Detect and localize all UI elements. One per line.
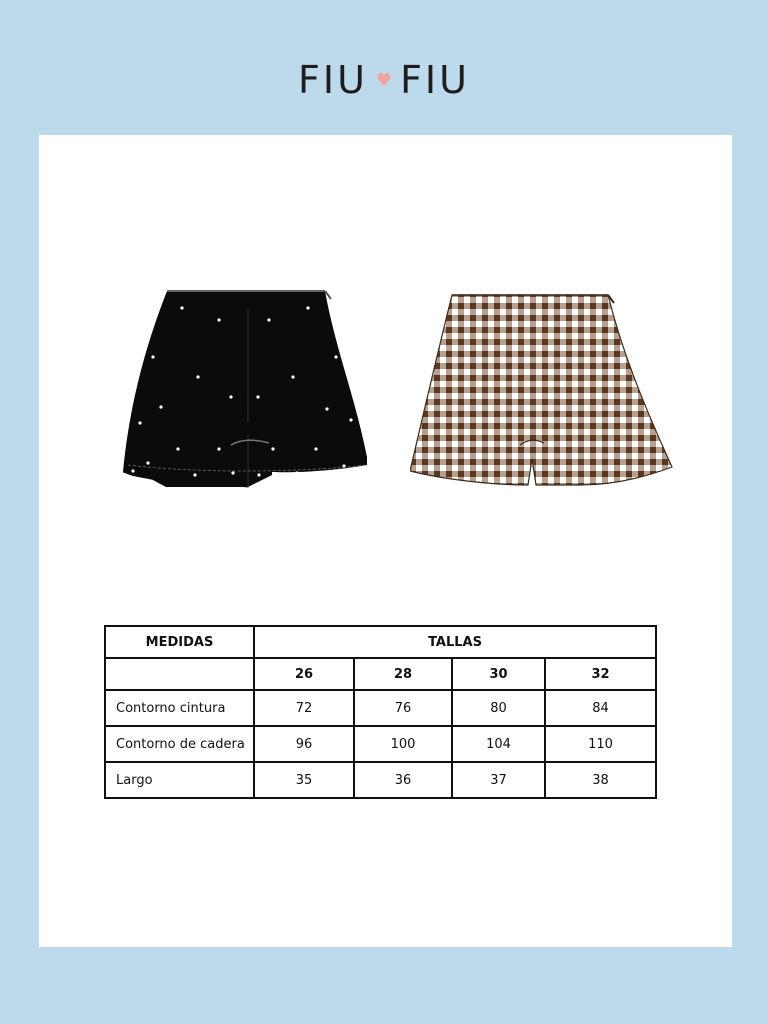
- table-cell: 76: [354, 690, 452, 726]
- size-header-30: 30: [452, 658, 545, 690]
- table-row: [105, 762, 656, 798]
- size-header-32: 32: [545, 658, 656, 690]
- black-shorts-with-white-dots-icon: [123, 287, 373, 491]
- table-cell: 37: [452, 762, 545, 798]
- table-cell: 38: [545, 762, 656, 798]
- sizes-header: TALLAS: [254, 626, 656, 658]
- table-cell: 80: [452, 690, 545, 726]
- table-cell: 84: [545, 690, 656, 726]
- table-row: [105, 690, 656, 726]
- size-header-28: 28: [354, 658, 452, 690]
- table-cell: 36: [354, 762, 452, 798]
- heart-icon: ♥: [375, 69, 393, 91]
- table-cell: 100: [354, 726, 452, 762]
- size-guide-card: [39, 135, 732, 947]
- measures-header: MEDIDAS: [105, 626, 254, 658]
- table-row: [105, 726, 656, 762]
- brand-logo: [0, 58, 768, 102]
- brand-word-right: FIU: [400, 58, 470, 102]
- size-header-26: 26: [254, 658, 354, 690]
- brown-gingham-shorts-icon: [410, 291, 674, 487]
- table-cell: 96: [254, 726, 354, 762]
- row-label: Contorno de cadera: [105, 726, 254, 762]
- table-cell: 110: [545, 726, 656, 762]
- table-cell: 72: [254, 690, 354, 726]
- empty-corner-cell: [105, 658, 254, 690]
- brand-word-left: FIU: [298, 58, 368, 102]
- table-cell: 104: [452, 726, 545, 762]
- row-label: Largo: [105, 762, 254, 798]
- row-label: Contorno cintura: [105, 690, 254, 726]
- table-cell: 35: [254, 762, 354, 798]
- size-chart-table: [104, 625, 657, 799]
